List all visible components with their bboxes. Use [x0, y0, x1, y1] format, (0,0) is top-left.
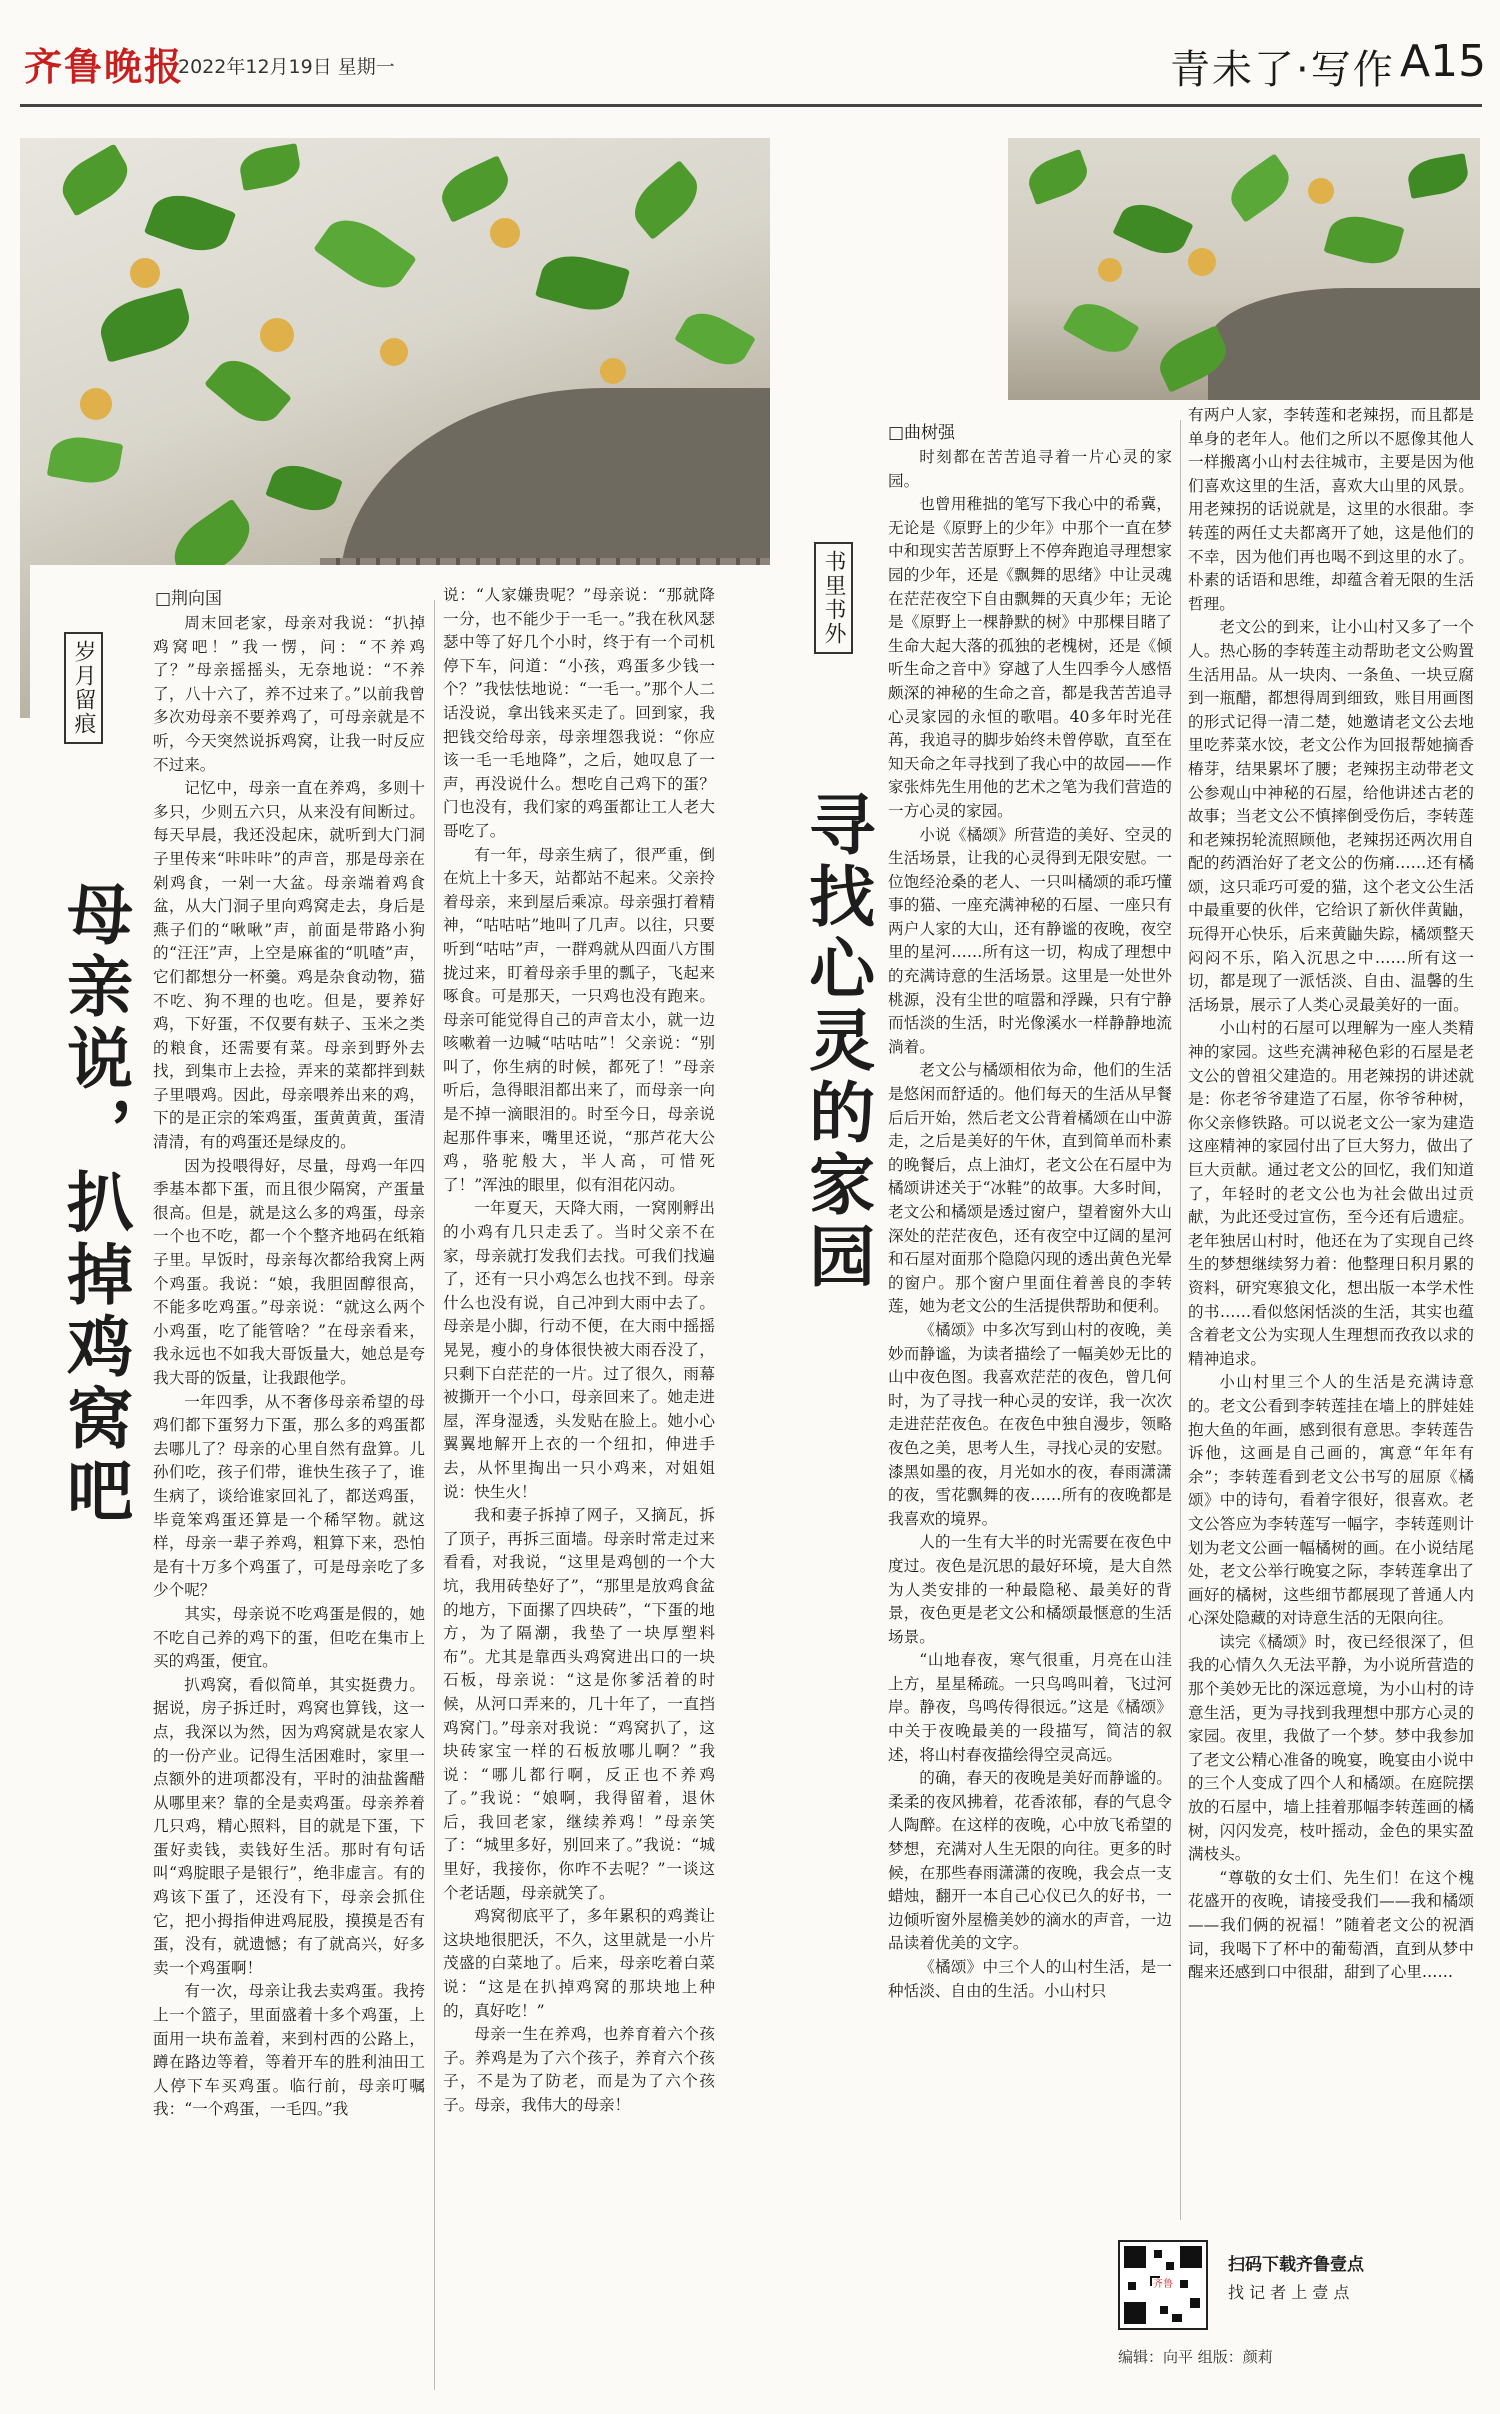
- article-2-column-1: [888, 446, 1172, 2244]
- paragraph: 《橘颂》中多次写到山村的夜晚，美妙而静谧，为读者描绘了一幅美妙无比的山中夜色图。我喜欢茫茫的夜色，曾几何时，为了寻找一种心灵的安详，我一次次走进茫茫夜色。在夜色中独自漫步，领略夜色之美，思考人生，寻找心灵的安慰。漆黑如墨的夜，月光如水的夜，春雨潇潇的夜，雪花飘舞的夜……所有的夜晚都是我喜欢的境界。: [888, 1320, 1172, 1528]
- masthead-logo: 齐鲁晚报: [24, 44, 185, 89]
- paragraph: 鸡窝彻底平了，多年累积的鸡粪让这块地很肥沃，不久，这里就是一小片茂盛的白菜地了。后来，母亲吃着白菜说：“这是在扒掉鸡窝的那块地上种的，真好吃！”: [443, 1907, 715, 2020]
- paragraph: 老文公的到来，让小山村又多了一个人。热心肠的李转莲主动帮助老文公购置生活用品。从一块肉、一条鱼、一块豆腐到一瓶醋，都想得周到细致，账目用画图的形式记得一清二楚，她邀请老文公去地里吃荞菜水饺，老文公作为回报帮她摘香椿芽，结果累坏了腰；老辣拐主动带老文公参观山中神秘的石屋，给他讲述古老的故事；当老文公不慎摔倒受伤后，李转莲和老辣拐轮流照顾他，老辣拐还两次用自配的药酒治好了老文公的伤痛……还有橘颂，这只乖巧可爱的猫，这个老文公生活中最重要的伙伴，它给识了新伙伴黄鼬，玩得开心快乐，后来黄鼬失踪，橘颂整天闷闷不乐，陷入沉思之中……所有这一切，都是现了一派恬淡、自由、温馨的生活场景，展示了人类心灵最美好的一面。: [1188, 618, 1474, 1014]
- article-2-byline: □曲树强: [888, 423, 956, 443]
- apricot-tree-photo-right: [1008, 138, 1480, 400]
- paragraph: 的确，春天的夜晚是美好而静谧的。柔柔的夜风拂着，花香浓郁，春的气息令人陶醉。在这样的夜晚，心中放飞希望的梦想，充满对人生无限的向往。更多的时候，在那些春雨潇潇的夜晚，我会点一支蜡烛，翻开一本自己心仪已久的好书，一边倾听窗外屋檐美妙的滴水的声音，一边品读着优美的文字。: [888, 1769, 1172, 1953]
- paragraph: 人的一生有大半的时光需要在夜色中度过。夜色是沉思的最好环境，是大自然为人类安排的一种最隐秘、最美好的背景，夜色更是老文公和橘颂最惬意的生活场景。: [888, 1533, 1172, 1646]
- article-2-title: 寻找心灵的家园: [797, 790, 876, 1294]
- paragraph: “尊敬的女士们、先生们！在这个槐花盛开的夜晚，请接受我们——我和橘颂——我们俩的祝福！”随着老文公的祝酒词，我喝下了杯中的葡萄酒，直到从梦中醒来还感到口中很甜，甜到了心里……: [1188, 1868, 1474, 1982]
- article-2-column-2: [1188, 404, 1474, 2220]
- qr-caption: 扫码下载齐鲁壹点: [1228, 2255, 1364, 2275]
- paragraph: 一年夏天，天降大雨，一窝刚孵出的小鸡有几只走丢了。当时父亲不在家，母亲就打发我们去找。可我们找遍了，还有一只小鸡怎么也找不到。母亲什么也没有说，自己冲到大雨中去了。母亲是小脚，行动不便，在大雨中摇摇晃晃，瘦小的身体很快被大雨吞没了，只剩下白茫茫的一片。过了很久，雨幕被撕开一个小口，母亲回来了。她走进屋，浑身湿透，头发贴在脸上。她小心翼翼地解开上衣的一个纽扣，伸进手去，从怀里掏出一只小鸡来，对姐姐说：快生火！: [443, 1199, 715, 1501]
- qr-credit: 找 记 者 上 壹 点: [1228, 2283, 1350, 2302]
- section-title: 青未了·写作: [1170, 47, 1395, 93]
- paragraph: 有一次，母亲让我去卖鸡蛋。我挎上一个篮子，里面盛着十多个鸡蛋，上面用一块布盖着，来到村西的公路上，蹲在路边等着，等着开车的胜利油田工人停下车买鸡蛋。临行前，母亲叮嘱我：“一个鸡蛋，一毛四。”我: [153, 1982, 425, 2119]
- roof-eave-shape-right: [1208, 288, 1480, 400]
- paragraph: 一年四季，从不奢侈母亲希望的母鸡们都下蛋努力下蛋，那么多的鸡蛋都去哪儿了？母亲的心里自然有盘算。儿孙们吃，孩子们带，谁快生孩子了，谁生病了，谈给谁家回礼了，都送鸡蛋，毕竟笨鸡蛋还算是一个稀罕物。就这样，母亲一辈子养鸡，粗算下来，恐怕是有十万多个鸡蛋了，可是母亲吃了多少个呢？: [153, 1392, 425, 1600]
- article-1-byline: □荆向国: [155, 589, 223, 609]
- paragraph: 也曾用稚拙的笔写下我心中的希冀，无论是《原野上的少年》中那个一直在梦中和现实苦苦原野上不停奔跑追寻理想家园的少年，还是《飘舞的思绪》中让灵魂在茫茫夜空下自由飘舞的天真少年；无论是《原野上一棵静默的树》中那棵目睹了生命大起大落的孤独的老槐树，还是《倾听生命之音中》穿越了人生四季今人感悟颇深的神秘的生命之音，都是我苦苦追寻心灵家园的永恒的歌唱。40多年时光荏苒，我追寻的脚步始终未曾停歇，直至在知天命之年寻找到了我心中的故园——作家张炜先生用他的艺术之笔为我们营造的一方心灵的家园。: [888, 495, 1172, 820]
- paragraph: 小山村里三个人的生活是充满诗意的。老文公看到李转莲挂在墙上的胖娃娃抱大鱼的年画，感到很有意思。李转莲告诉他，这画是自己画的，寓意“年年有余”；李转莲看到老文公书写的屈原《橘颂》中的诗句，看着字很好，很喜欢。老文公答应为李转莲写一幅字，李转莲则计划为老文公画一幅橘树的画。在小说结尾处，老文公举行晚宴之际，李转莲拿出了画好的橘树，这些细节都展现了普通人内心深处隐藏的对诗意生活的无限向往。: [1188, 1373, 1474, 1628]
- paragraph: 小说《橘颂》所营造的美好、空灵的生活场景，让我的心灵得到无限安慰。一位饱经沧桑的老人、一只叫橘颂的乖巧懂事的猫、一座充满神秘的石屋、一座只有两户人家的大山，还有静谧的夜晚，夜空里的星河……所有这一切，构成了理想中的充满诗意的生活场景。这里是一处世外桃源，没有尘世的喧嚣和浮躁，只有宁静而恬淡的生活，时光像溪水一样静静地流淌着。: [888, 825, 1172, 1056]
- paragraph: 因为投喂得好，尽量，母鸡一年四季基本都下蛋，而且很少隔窝，产蛋量很高。但是，就是这么多的鸡蛋，母亲一个也不吃，都一个个整齐地码在纸箱子里。早饭时，母亲每次都给我窝上两个鸡蛋。我说：“娘，我胆固醇很高，不能多吃鸡蛋。”母亲说：“就这么两个小鸡蛋，吃了能管啥？”在母亲看来，我永远也不如我大哥饭量大，她总是夸我大哥的饭量，让我跟他学。: [153, 1156, 425, 1387]
- qr-center-logo: 齐鲁: [1153, 2279, 1173, 2290]
- paragraph: 其实，母亲说不吃鸡蛋是假的，她不吃自己养的鸡下的蛋，但吃在集市上买的鸡蛋，便宜。: [153, 1604, 425, 1671]
- editor-credits: 编辑：向平 组版：颜莉: [1118, 2348, 1273, 2366]
- article-1-column-tag: 岁月留痕: [64, 632, 103, 744]
- paragraph: 读完《橘颂》时，夜已经很深了，但我的心情久久无法平静，为小说所营造的那个美妙无比的深远意境，为小山村的诗意生活，更为寻找到我理想中那方心灵的家园。夜里，我做了一个梦。梦中我参加了老文公精心准备的晚宴，晚宴由小说中的三个人变成了四个人和橘颂。在庭院摆放的石屋中，墙上挂着那幅李转莲画的橘树，闪闪发亮，枝叶摇动，金色的果实盈满枝头。: [1188, 1632, 1474, 1864]
- article-1-column-2: [443, 584, 715, 2402]
- paragraph: 我和妻子拆掉了网子，又摘瓦，拆了顶子，再拆三面墙。母亲时常走过来看看，对我说，“这里是鸡刨的一个大坑，我用砖垫好了”，“那里是放鸡食盆的地方，下面摞了四块砖”，“下蛋的地方，为了隔潮，我垫了一块厚塑料布”。尤其是靠西头鸡窝进出口的一块石板，母亲说：“这是你爹活着的时候，从河口弄来的，几十年了，一直挡鸡窝门。”母亲对我说：“鸡窝扒了，这块砖家宝一样的石板放哪儿啊？”我说：“哪儿都行啊，反正也不养鸡了。”我说：“娘啊，我得留着，退休后，我回老家，继续养鸡！”母亲笑了：“城里多好，别回来了。”我说：“城里好，我接你，你咋不去呢？”一谈这个老话题，母亲就笑了。: [443, 1506, 715, 1902]
- article-1-column-1: [153, 612, 425, 2402]
- column-divider: [1180, 420, 1181, 2220]
- paragraph: 说：“人家嫌贵呢？”母亲说：“那就降一分，也不能少于一毛一。”我在秋风瑟瑟中等了好几个小时，终于有一个司机停下车，问道：“小孩，鸡蛋多少钱一个？”我怯怯地说：“一毛一。”那个人二话没说，拿出钱来买走了。回到家，我把钱交给母亲，母亲埋怨我说：“你应该一毛一毛地降”，之后，她叹息了一声，再没说什么。想吃自己鸡下的蛋？门也没有，我们家的鸡蛋都让工人老大哥吃了。: [443, 586, 715, 840]
- header-rule: [20, 104, 1482, 107]
- page-number: A15: [1400, 36, 1487, 87]
- paragraph: 母亲一生在养鸡，也养育着六个孩子。养鸡是为了六个孩子，养育六个孩子，不是为了防老，而是为了六个孩子。母亲，我伟大的母亲！: [443, 2025, 715, 2114]
- paragraph: 有两户人家，李转莲和老辣拐，而且都是单身的老年人。他们之所以不愿像其他人一样搬离小山村去往城市，主要是因为他们喜欢这里的生活，喜欢大山里的风景。用老辣拐的话说就是，这里的水很甜。李转莲的两任丈夫都离开了她，这是他们的不幸，因为他们再也喝不到这里的水了。朴素的话语和思维，却蕴含着无限的生活哲理。: [1188, 406, 1474, 613]
- qr-code[interactable]: [1118, 2240, 1208, 2330]
- issue-date: 2022年12月19日 星期一: [178, 56, 395, 78]
- paragraph: 有一年，母亲生病了，很严重，倒在炕上十多天，站都站不起来。父亲拎着母亲，来到屋后乘凉。母亲强打着精神，“咕咕咕”地叫了几声。以往，只要听到“咕咕”声，一群鸡就从四面八方围拢过来，盯着母亲手里的瓢子，飞起来啄食。可是那天，一只鸡也没有跑来。母亲可能觉得自己的声音太小，就一边咳嗽着一边喊“咕咕咕”！父亲说：“别叫了，你生病的时候，都死了！”母亲听后，急得眼泪都出来了，而母亲一向是不掉一滴眼泪的。时至今日，母亲说起那件事来，嘴里还说，“那芦花大公鸡，骆驼般大，半人高，可惜死了！”浑浊的眼里，似有泪花闪动。: [443, 845, 715, 1194]
- article-1-title: 母亲说，扒掉鸡窝吧: [55, 880, 134, 1528]
- paragraph: 记忆中，母亲一直在养鸡，多则十多只，少则五六只，从来没有间断过。每天早晨，我还没起床，就听到大门洞子里传来“咔咔咔”的声音，那是母亲在剁鸡食，一剁一大盆。母亲端着鸡食盆，从大门洞子里向鸡窝走去，身后是燕子们的“啾啾”声，前面是带路小狗的“汪汪”声，上空是麻雀的“叽喳”声，它们都想分一杯羹。鸡是杂食动物，猫不吃、狗不理的也吃。但是，要养好鸡，下好蛋，不仅要有麸子、玉米之类的粮食，还需要有菜。母亲到野外去找，到集市上去捡，弄来的菜都拌到麸子里喂鸡。因此，母亲喂养出来的鸡，下的是正宗的笨鸡蛋，蛋黄黄黄，蛋清清清，有的鸡蛋还是绿皮的。: [153, 779, 425, 1152]
- article-2-column-tag: 书里书外: [814, 542, 853, 654]
- paragraph: 扒鸡窝，看似简单，其实挺费力。据说，房子拆迁时，鸡窝也算钱，这一点，我深以为然，因为鸡窝就是农家人的一份产业。记得生活困难时，家里一点额外的进项都没有，平时的油盐酱醋从哪里来？靠的全是卖鸡蛋。母亲养着几只鸡，精心照料，目的就是下蛋，下蛋好卖钱，卖钱好生活。那时有句话叫“鸡腚眼子是银行”，绝非虚言。有的鸡该下蛋了，还没有下，母亲会抓住它，把小拇指伸进鸡屁股，摸摸是否有蛋，没有，就遗憾；有了就高兴，好多卖一个鸡蛋啊！: [153, 1675, 425, 1977]
- paragraph: 老文公与橘颂相依为命，他们的生活是悠闲而舒适的。他们每天的生活从早餐后后开始，然后老文公背着橘颂在山中游走，之后是美好的午休，直到简单而朴素的晚餐后，点上油灯，老文公在石屋中为橘颂讲述关于“冰鞋”的故事。大多时间，老文公和橘颂是透过窗户，望着窗外大山深处的茫茫夜色，还有夜空中辽阔的星河和石屋对面那个隐隐闪现的透出黄色光晕的窗户。那个窗户里面住着善良的李转莲，她为老文公的生活提供帮助和便利。: [888, 1061, 1172, 1316]
- column-divider: [434, 600, 435, 2390]
- paragraph: 《橘颂》中三个人的山村生活，是一种恬淡、自由的生活。小山村只: [888, 1958, 1172, 2000]
- paragraph: 小山村的石屋可以理解为一座人类精神的家园。这些充满神秘色彩的石屋是老文公的曾祖父建造的。用老辣拐的讲述就是：你老爷爷建造了石屋，你爷爷种树，你父亲修铁路。可以说老文公一家为建造这座精神的家园付出了巨大努力，做出了巨大贡献。通过老文公的回忆，我们知道了，年轻时的老文公也为社会做出过贡献，为此还受过宣伤，至今还有后遗症。老年独居山村时，他还在为了实现自己终生的梦想继续努力着：他整理日积月累的资料，研究寒狼文化，想出版一本学术性的书……看似悠闲恬淡的生活，其实也蕴含着老文公为实现人生理想而孜孜以求的精神追求。: [1188, 1019, 1474, 1368]
- paragraph: 周末回老家，母亲对我说：“扒掉鸡窝吧！”我一愣，问：“不养鸡了？”母亲摇摇头，无奈地说：“不养了，八十六了，养不过来了。”以前我曾多次劝母亲不要养鸡了，可母亲就是不听，今天突然说拆鸡窝，让我一时反应不过来。: [153, 614, 425, 774]
- paragraph: “山地春夜，寒气很重，月亮在山洼上方，星星稀疏。一只鸟鸣叫着，飞过河岸。静夜，鸟鸣传得很远。”这是《橘颂》中关于夜晚最美的一段描写，简洁的叙述，将山村春夜描绘得空灵高远。: [888, 1651, 1172, 1764]
- paragraph: 时刻都在苦苦追寻着一片心灵的家园。: [888, 448, 1172, 490]
